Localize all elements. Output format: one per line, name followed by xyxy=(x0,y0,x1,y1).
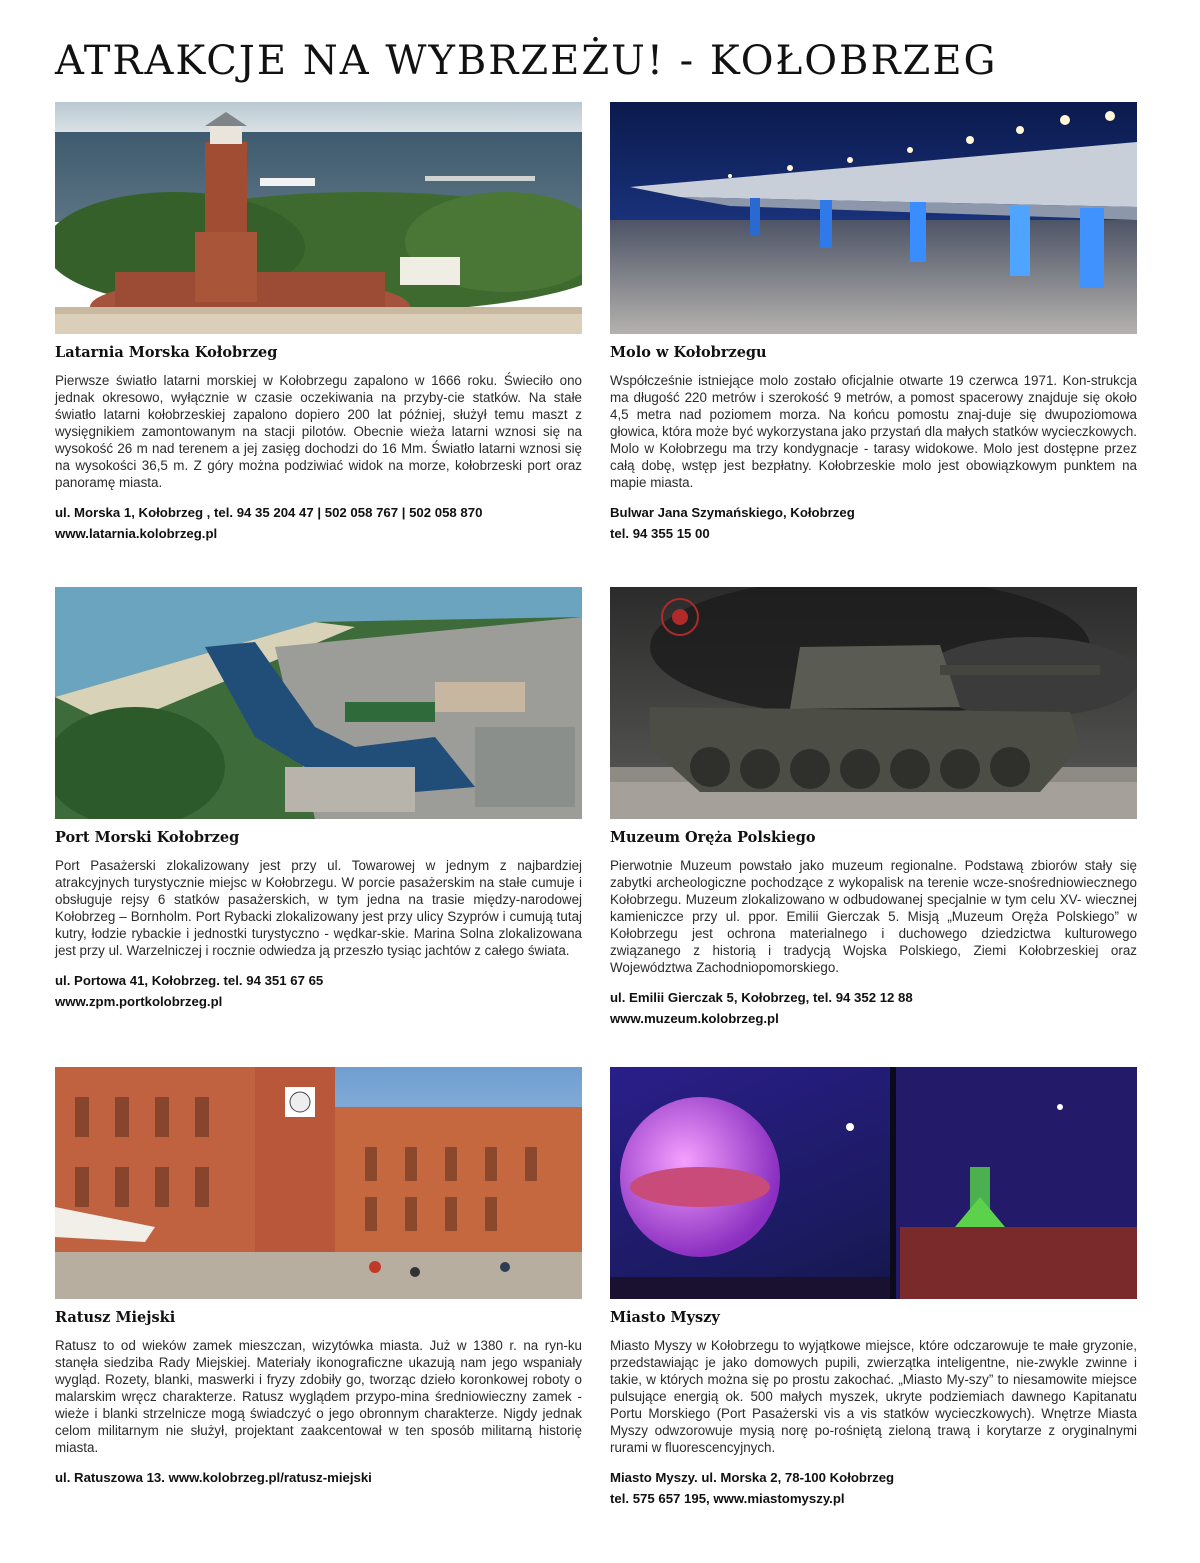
contact-address: Miasto Myszy. ul. Morska 2, 78-100 Kołobrzeg xyxy=(610,1470,895,1485)
lighthouse-photo xyxy=(55,102,582,334)
attraction-title: Port Morski Kołobrzeg xyxy=(55,829,240,846)
attraction-contact xyxy=(610,987,1137,1029)
attraction-title: Muzeum Oręża Polskiego xyxy=(610,829,816,846)
attraction-description: Miasto Myszy w Kołobrzegu to wyjątkowe miejsce, które odczarowuje te małe gryzonie, przedstawiając je jako domowych pupili, zwierzątka inteligentne, nie-zwykle zwinne i takie, w których można się po prostu zakochać. „Miasto My-szy” to niesamowite miejsce pulsujące energią ok. 500 małych myszek, ukryte podziemiach dawnego Kapitanatu Portu Morskiego (Port Pasażerski vis a vis statków wycieczkowych). Wnętrze Miasta Myszy odwzorowuje mysią norę po-rośniętą zieloną trawą i korytarze z oryginalnymi rurami w fluorescencyjnych. xyxy=(610,1338,1137,1455)
page-title: ATRAKCJE NA WYBRZEŻU! - KOŁOBRZEG xyxy=(55,38,998,84)
attraction-title: Miasto Myszy xyxy=(610,1309,720,1326)
museum-tank-photo xyxy=(610,587,1137,819)
contact-address: ul. Morska 1, Kołobrzeg , tel. 94 35 204 47 | 502 058 767 | 502 058 870 xyxy=(55,505,483,520)
attraction-card-pier xyxy=(610,102,1137,544)
contact-phone-website[interactable]: tel. 575 657 195, www.miastomyszy.pl xyxy=(610,1491,845,1506)
attraction-card-town-hall xyxy=(55,1067,582,1488)
contact-website[interactable]: www.latarnia.kolobrzeg.pl xyxy=(55,526,218,541)
contact-website[interactable]: www.muzeum.kolobrzeg.pl xyxy=(610,1011,779,1026)
attraction-description: Pierwsze światło latarni morskiej w Kołobrzegu zapalono w 1666 roku. Świeciło ono jednak okresowo, wyłącznie w czasie oczekiwania na przyby-cie statków. Na stałe światło latarni kołobrzeskiej zapalono dopiero 200 lat później, służył temu maszt z wysięgnikiem zamontowanym na stacji pilotów. Obecnie wieża latarni wznosi się na wysokość 26 m nad terenem a jej zasięg dochodzi do 16 Mm. Światło latarni wznosi się na wysokości 36,5 m. Z góry można podziwiać widok na morze, kołobrzeski port oraz panoramę miasta. xyxy=(55,373,582,490)
town-hall-photo xyxy=(55,1067,582,1299)
port-photo xyxy=(55,587,582,819)
attraction-title: Molo w Kołobrzegu xyxy=(610,344,767,361)
contact-address: ul. Emilii Gierczak 5, Kołobrzeg, tel. 94 352 12 88 xyxy=(610,990,913,1005)
pier-photo xyxy=(610,102,1137,334)
attraction-contact xyxy=(610,1467,1137,1509)
attraction-contact xyxy=(55,1467,582,1488)
contact-website[interactable]: www.zpm.portkolobrzeg.pl xyxy=(55,994,223,1009)
attraction-description: Ratusz to od wieków zamek mieszczan, wizytówka miasta. Już w 1380 r. na ryn-ku stanęła siedziba Rady Miejskiej. Materiały ikonograficzne ukazują nam jego wspaniały wygląd. Rozety, blanki, maswerki i fryzy zdobiły go, tworząc dzieło koronkowej roboty o malarskim wręcz charakterze. Ratusz wyglądem przypo-mina średniowieczny zamek - wieże i blanki strzelnicze mogą świadczyć o jego obronnym charakterze. Nigdy jednak celom militarnym nie służył, projektant zaakcentował w ten sposób militarną historię miasta. xyxy=(55,1338,582,1455)
attraction-description: Pierwotnie Muzeum powstało jako muzeum regionalne. Podstawą zbiorów stały się zabytki archeologiczne pochodzące z wykopalisk na terenie wcze-snośredniowiecznego Kołobrzegu. Muzeum zlokalizowano w odbudowanej specjalnie w tym celu XV- wiecznej kamieniczce przy ul. ppor. Emilii Gierczak 5. Misją „Muzeum Oręża Polskiego” w Kołobrzegu jest ochrona materialnego i duchowego dziedzictwa kulturowego związanego z historią i tradycją Wojska Polskiego, Ziemi Kołobrzeskiej oraz Województwa Zachodniopomorskiego. xyxy=(610,858,1137,975)
contact-phone: tel. 94 355 15 00 xyxy=(610,526,710,541)
attraction-card-port xyxy=(55,587,582,1012)
contact-address: Bulwar Jana Szymańskiego, Kołobrzeg xyxy=(610,505,855,520)
attraction-contact xyxy=(55,502,582,544)
mouse-city-photo xyxy=(610,1067,1137,1299)
contact-address: ul. Portowa 41, Kołobrzeg. tel. 94 351 67 65 xyxy=(55,973,324,988)
attraction-contact xyxy=(610,502,1137,544)
attraction-description: Port Pasażerski zlokalizowany jest przy ul. Towarowej w jednym z najbardziej atrakcyjnych turystycznie miejsc w Kołobrzegu. W porcie pasażerskim na stałe cumuje i obsługuje rejsy 6 statków pasażerskich, w tym jedna na trasie między-narodowej Kołobrzeg – Bornholm. Port Rybacki zlokalizowany jest przy ulicy Szyprów i cumują tutaj kutry, łodzie rybackie i jednostki turystyczno - wędkar-skie. Marina Solna zlokalizowana jest przy ul. Warzelniczej i rocznie odwiedza ją przeszło tysiąc jachtów z całego świata. xyxy=(55,858,582,958)
attraction-title: Ratusz Miejski xyxy=(55,1309,176,1326)
contact-address: ul. Ratuszowa 13. www.kolobrzeg.pl/ratusz-miejski xyxy=(55,1470,372,1485)
attraction-description: Współcześnie istniejące molo zostało oficjalnie otwarte 19 czerwca 1971. Kon-strukcja ma długość 220 metrów i szerokość 9 metrów, a pomost spacerowy znajduje się około 4,5 metra nad poziomem morza. Na końcu pomostu znaj-duje się dwupoziomowa głowica, która może być wykorzystana jako przystań dla małych statków wycieczkowych. Molo w Kołobrzegu ma trzy kondygnacje - tarasy widokowe. Molo jest dostępne przez całą dobę, wstęp jest bezpłatny. Kołobrzeskie molo jest obowiązkowym punktem na mapie miasta. xyxy=(610,373,1137,490)
attraction-card-museum xyxy=(610,587,1137,1029)
attraction-card-mouse-city xyxy=(610,1067,1137,1509)
attraction-card-lighthouse xyxy=(55,102,582,544)
attraction-contact xyxy=(55,970,582,1012)
attraction-title: Latarnia Morska Kołobrzeg xyxy=(55,344,278,361)
